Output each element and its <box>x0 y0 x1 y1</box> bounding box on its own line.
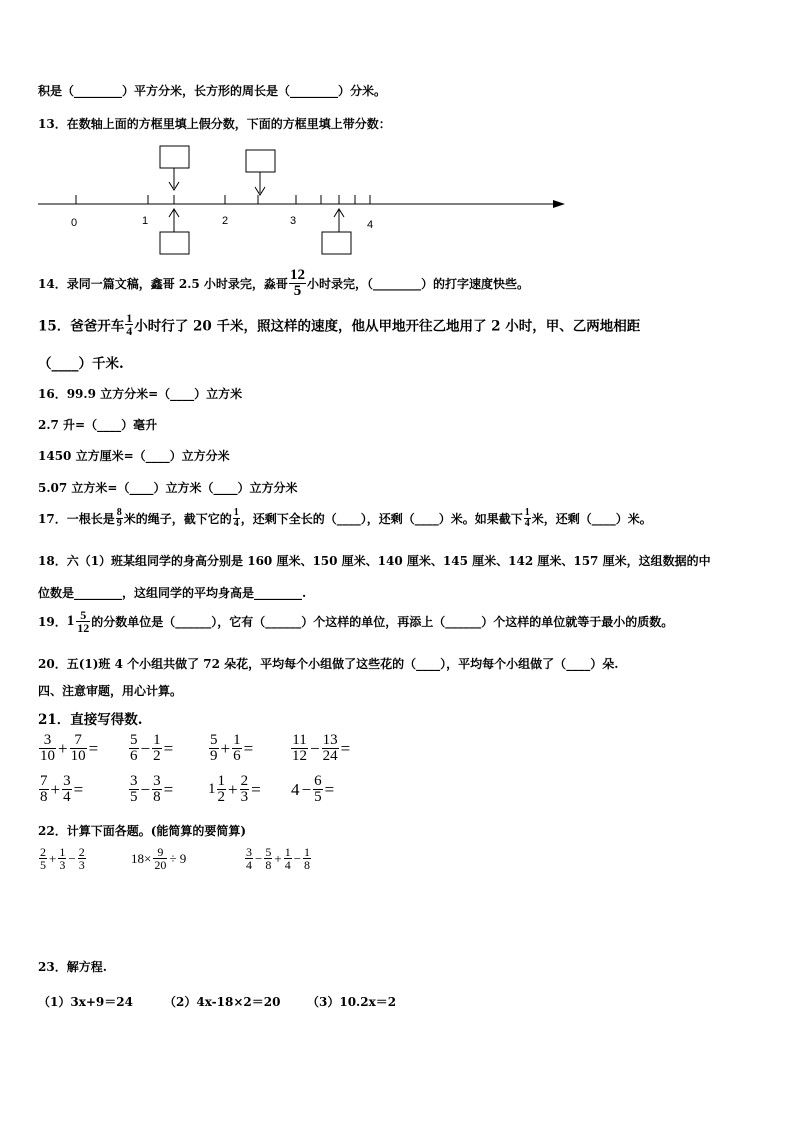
q15-line2: （____）千米. <box>38 356 124 372</box>
answer-box-top-2 <box>246 150 275 172</box>
q21-expr-1: $\frac{3}{10}$ + $\frac{7}{10}$ = <box>40 732 99 764</box>
q19-text: 19．1 $\frac{5}{12}$ 的分数单位是（______），它有（______）个这样的单位，再添上（______）个这样的单位就等于最小的质数。 <box>38 608 674 635</box>
q21-title: 21．直接写得数. <box>38 712 143 728</box>
answer-blank: ________ <box>74 586 123 600</box>
tick-label: 2 <box>222 215 229 227</box>
answer-blank: ____ <box>414 511 439 526</box>
tick-label: 3 <box>290 215 297 227</box>
q21-expr-7: 1 $\frac{1}{2}$ + $\frac{2}{3}$ = <box>208 773 261 805</box>
q22-expr-2: 18× $\frac{9}{20}$ ÷ 9 <box>131 845 187 872</box>
answer-blank: ____ <box>170 387 195 401</box>
q21-expr-4: $\frac{11}{12}$ − $\frac{13}{24}$ = <box>292 732 351 764</box>
q23-title: 23．解方程. <box>38 960 107 974</box>
answer-box-top-1 <box>160 146 189 168</box>
q23-item-1: （1）3x+9＝24 <box>38 995 133 1009</box>
section-heading: 四、注意审题，用心计算。 <box>38 684 183 698</box>
fraction: $\frac{8}{9}$ <box>116 507 122 529</box>
answer-box-bottom-1 <box>160 232 189 254</box>
q21-expr-8: 4 − $\frac{6}{5}$ = <box>291 773 335 805</box>
answer-blank: ____ <box>129 481 154 495</box>
answer-blank: ____ <box>416 657 441 671</box>
fraction: $\frac{1}{4}$ <box>233 507 239 529</box>
q17-text: 17．一根长是 $\frac{8}{9}$ 米的绳子，截下它的 $\frac{1}{4}$ ，还剩下全长的（____），还剩（____）米。如果截下 $\frac{1}{4}$ 米，还剩（____）米。 <box>38 507 652 529</box>
q22-title: 22．计算下面各题。(能简算的要简算) <box>38 824 247 838</box>
q18-line2: 位数是________，这组同学的平均身高是________. <box>38 586 307 600</box>
q23-item-3: （3）10.2x＝2 <box>307 995 397 1009</box>
q16-row-4: 5.07 立方米=（____）立方米（____）立方分米 <box>38 481 298 495</box>
tick-label: 0 <box>71 217 78 229</box>
q15-text: 15．爸爸开车 $\frac{1}{4}$ 小时行了 20 千米，照这样的速度，他从甲地开往乙地用了 2 小时，甲、乙两地相距 <box>38 311 641 338</box>
tick-marks <box>76 195 370 204</box>
fraction: $\frac{12}{5}$ <box>289 267 305 299</box>
answer-blank: ______ <box>265 614 302 629</box>
q21-expr-3: $\frac{5}{9}$ + $\frac{1}{6}$ = <box>210 732 254 764</box>
q23-item-2: （2）4x-18×2＝20 <box>164 995 281 1009</box>
answer-blank: ________ <box>290 84 339 98</box>
q20-text: 20．五(1)班 4 个小组共做了 72 朵花，平均每个小组做了这些花的（____），平均每个小组做了（____）朵. <box>38 657 619 671</box>
q12-tail: 积是（________）平方分米，长方形的周长是（________）分米。 <box>38 84 387 98</box>
answer-blank: ____ <box>566 657 591 671</box>
q16-row-1: 16．99.9 立方分米=（____）立方米 <box>38 387 243 401</box>
q16-row-2: 2.7 升=（____）毫升 <box>38 418 158 432</box>
answer-blank: ______ <box>175 614 212 629</box>
answer-blank: ________ <box>372 276 421 291</box>
fraction: $\frac{1}{4}$ <box>126 311 133 338</box>
answer-blank: ____ <box>213 481 238 495</box>
q22-expr-3: $\frac{3}{4}$ − $\frac{5}{8}$ + $\frac{1}{4}$ − $\frac{1}{8}$ <box>246 845 311 872</box>
answer-box-bottom-2 <box>322 232 351 254</box>
q21-expr-5: $\frac{7}{8}$ + $\frac{3}{4}$ = <box>40 773 84 805</box>
number-line-figure <box>0 140 794 260</box>
answer-blank: ________ <box>254 586 303 600</box>
answer-blank: ____ <box>145 449 170 463</box>
tick-label: 4 <box>367 219 374 231</box>
q14-text: 14．录同一篇文稿，鑫哥 2.5 小时录完，淼哥 $\frac{12}{5}$ 小时录完，（________）的打字速度快些。 <box>38 267 529 299</box>
answer-blank: ____ <box>51 356 79 372</box>
arrow-head-icon <box>553 200 565 208</box>
tick-label: 1 <box>142 215 149 227</box>
mixed-number: 1 $\frac{5}{12}$ <box>66 608 90 635</box>
answer-blank: ________ <box>74 84 123 98</box>
q21-expr-2: $\frac{5}{6}$ − $\frac{1}{2}$ = <box>130 732 174 764</box>
q21-expr-6: $\frac{3}{5}$ − $\frac{3}{8}$ = <box>130 773 174 805</box>
answer-blank: ______ <box>445 614 482 629</box>
q16-row-3: 1450 立方厘米=（____）立方分米 <box>38 449 230 463</box>
q22-expr-1: $\frac{2}{5}$ + $\frac{1}{3}$ − $\frac{2}{3}$ <box>40 845 85 872</box>
q13-text: 13．在数轴上面的方框里填上假分数，下面的方框里填上带分数： <box>38 117 391 131</box>
answer-blank: ____ <box>97 418 122 432</box>
answer-blank: ____ <box>591 511 616 526</box>
q18-line1: 18．六（1）班某组同学的身高分别是 160 厘米、150 厘米、140 厘米、145 厘米、142 厘米、157 厘米，这组数据的中 <box>38 554 711 568</box>
answer-blank: ____ <box>336 511 361 526</box>
fraction: $\frac{1}{4}$ <box>524 507 530 529</box>
